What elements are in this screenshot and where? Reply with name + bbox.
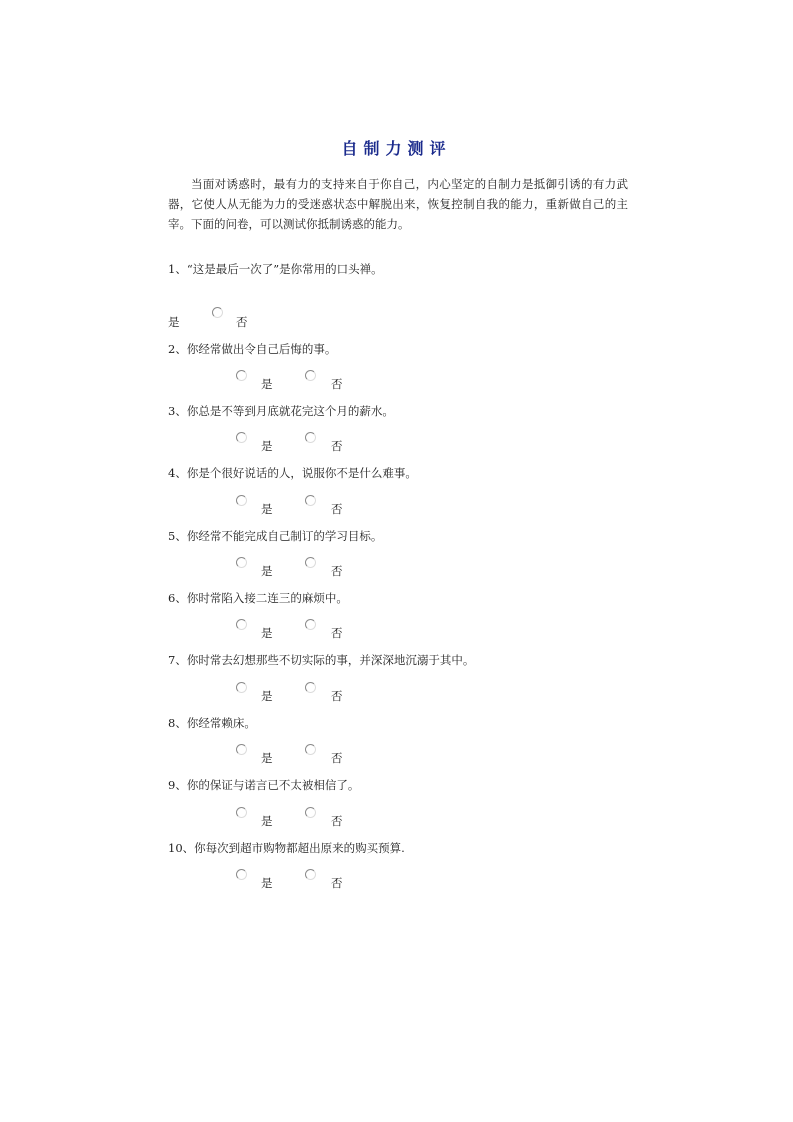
question-text: “这是最后一次了”是你常用的口头禅。 xyxy=(186,262,383,276)
question-number: 1、 xyxy=(168,262,187,276)
radio-no-q9[interactable] xyxy=(305,807,316,818)
question-5-options xyxy=(0,556,793,580)
question-number: 7、 xyxy=(168,653,187,667)
yes-label: 是 xyxy=(261,502,273,516)
question-text: 你经常不能完成自己制订的学习目标。 xyxy=(186,529,383,543)
radio-yes-q2[interactable] xyxy=(236,370,247,381)
question-text: 你的保证与诺言已不太被相信了。 xyxy=(186,778,360,792)
question-number: 4、 xyxy=(168,466,187,480)
radio-yes-q10[interactable] xyxy=(236,869,247,880)
question-text: 你经常赖床。 xyxy=(186,716,256,730)
question-8 xyxy=(168,715,256,731)
yes-label: 是 xyxy=(261,751,273,765)
radio-no-q3[interactable] xyxy=(305,432,316,443)
yes-label: 是 xyxy=(168,315,180,329)
radio-no-q10[interactable] xyxy=(305,869,316,880)
no-label: 否 xyxy=(331,689,343,703)
radio-yes-q7[interactable] xyxy=(236,682,247,693)
no-label: 否 xyxy=(331,751,343,765)
radio-no-q8[interactable] xyxy=(305,744,316,755)
yes-label: 是 xyxy=(261,814,273,828)
no-label: 否 xyxy=(331,502,343,516)
radio-button-q1[interactable] xyxy=(212,307,223,318)
question-text: 你每次到超市购物都超出原来的购买预算. xyxy=(194,841,405,855)
no-label: 否 xyxy=(331,876,343,890)
question-3 xyxy=(168,403,394,419)
question-number: 2、 xyxy=(168,342,187,356)
question-10-options xyxy=(0,868,793,892)
question-number: 10、 xyxy=(168,841,195,855)
question-3-options xyxy=(0,431,793,455)
no-label: 否 xyxy=(331,564,343,578)
question-number: 6、 xyxy=(168,591,187,605)
radio-no-q4[interactable] xyxy=(305,495,316,506)
yes-label: 是 xyxy=(261,626,273,640)
question-number: 3、 xyxy=(168,404,187,418)
question-7-options xyxy=(0,681,793,705)
question-7 xyxy=(168,652,474,668)
question-4 xyxy=(168,465,417,481)
yes-label: 是 xyxy=(261,377,273,391)
question-9-options xyxy=(0,806,793,830)
question-text: 你总是不等到月底就花完这个月的薪水。 xyxy=(186,404,394,418)
radio-no-q6[interactable] xyxy=(305,619,316,630)
question-9 xyxy=(168,777,359,793)
no-label: 否 xyxy=(331,814,343,828)
question-6 xyxy=(168,590,348,606)
question-text: 你时常去幻想那些不切实际的事，并深深地沉溺于其中。 xyxy=(186,653,475,667)
radio-no-q5[interactable] xyxy=(305,557,316,568)
question-number: 8、 xyxy=(168,716,187,730)
yes-label: 是 xyxy=(261,564,273,578)
question-number: 9、 xyxy=(168,778,187,792)
question-6-options xyxy=(0,618,793,642)
question-10 xyxy=(168,840,405,856)
yes-label: 是 xyxy=(261,876,273,890)
question-2-options xyxy=(0,369,793,393)
question-8-options xyxy=(0,743,793,767)
radio-no-q7[interactable] xyxy=(305,682,316,693)
question-number: 5、 xyxy=(168,529,187,543)
question-text: 你是个很好说话的人，说服你不是什么难事。 xyxy=(186,466,417,480)
radio-yes-q4[interactable] xyxy=(236,495,247,506)
question-1 xyxy=(168,261,383,277)
question-2 xyxy=(168,341,336,357)
radio-yes-q8[interactable] xyxy=(236,744,247,755)
no-label: 否 xyxy=(331,377,343,391)
no-label: 否 xyxy=(331,626,343,640)
radio-no-q2[interactable] xyxy=(305,370,316,381)
question-text: 你时常陷入接二连三的麻烦中。 xyxy=(186,591,348,605)
question-4-options xyxy=(0,494,793,518)
question-text: 你经常做出令自己后悔的事。 xyxy=(186,342,337,356)
question-1-options xyxy=(0,306,793,330)
radio-yes-q3[interactable] xyxy=(236,432,247,443)
radio-yes-q6[interactable] xyxy=(236,619,247,630)
intro-paragraph: 当面对诱惑时，最有力的支持来自于你自己，内心坚定的自制力是抵御引诱的有力武器，它使人从无能为力的受迷惑状态中解脱出来，恢复控制自我的能力，重新做自己的主宰。下面的问卷，可以测试你抵制诱惑的能力。 xyxy=(168,177,628,231)
page-title: 自制力测评 xyxy=(341,139,452,158)
yes-label: 是 xyxy=(261,689,273,703)
no-label: 否 xyxy=(331,439,343,453)
radio-yes-q5[interactable] xyxy=(236,557,247,568)
question-5 xyxy=(168,528,382,544)
radio-yes-q9[interactable] xyxy=(236,807,247,818)
no-label: 否 xyxy=(236,315,248,329)
yes-label: 是 xyxy=(261,439,273,453)
